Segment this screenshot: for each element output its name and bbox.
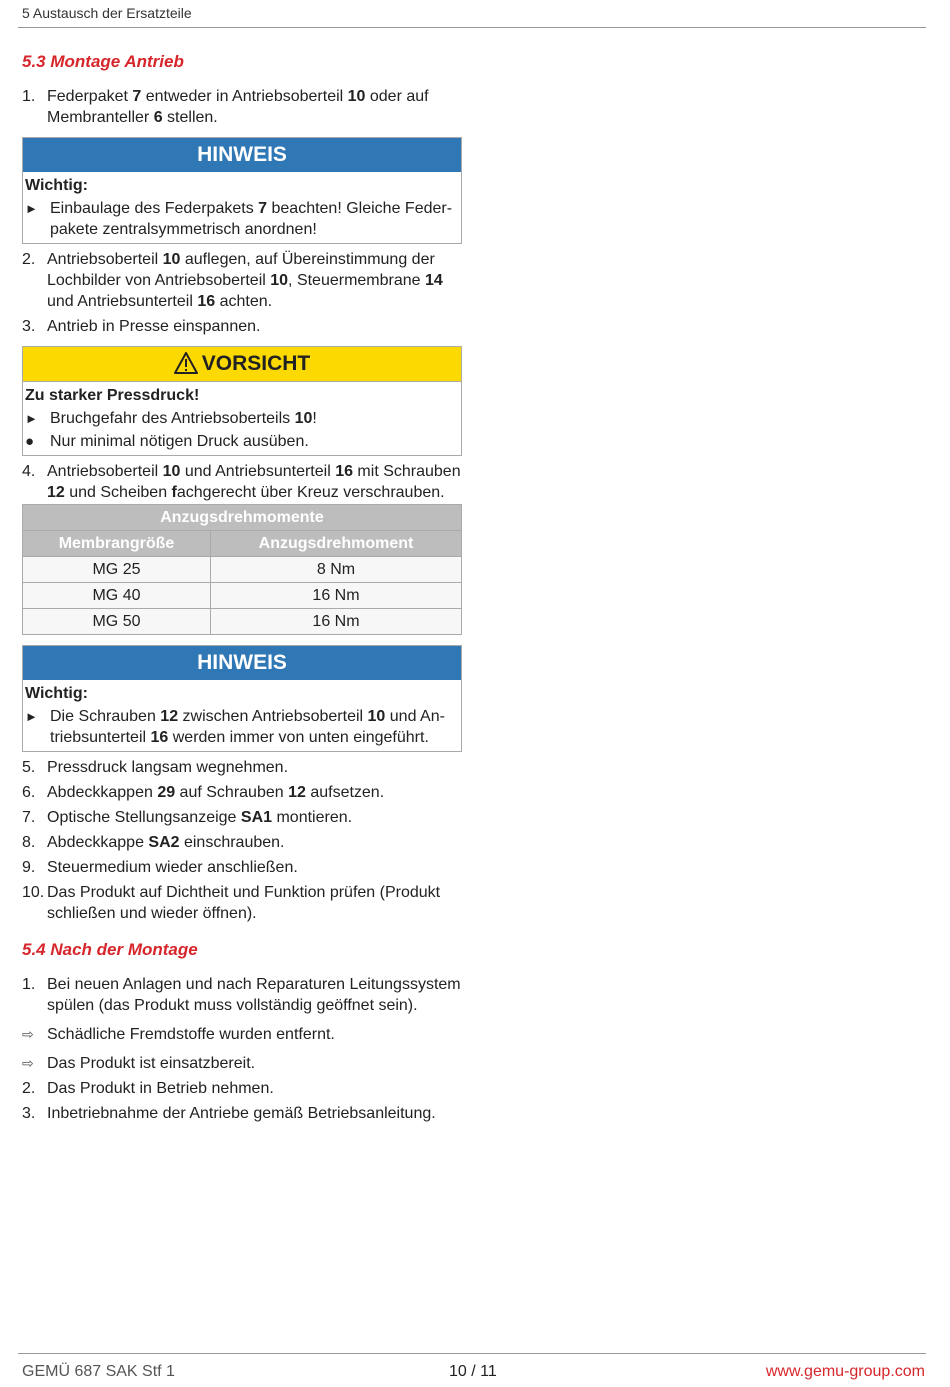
table-row (23, 583, 462, 609)
footer-divider (18, 1353, 926, 1354)
notice-item: ► Die Schrauben 12 zwischen Antriebsoberteil 10 und Antriebsunterteil 16 werden immer von unten eingeführt. (25, 708, 445, 746)
step-text: Abdeckkappe SA2 einschrauben. (47, 834, 285, 851)
table-row (23, 557, 462, 583)
result-text: Das Produkt ist einsatzbereit. (47, 1055, 256, 1072)
step-3 (22, 316, 462, 337)
step-text: Abdeckkappen 29 auf Schrauben 12 aufsetzen. (47, 784, 385, 801)
step-number: 8. (22, 834, 36, 851)
step-number: 3. (22, 1105, 36, 1122)
step-4 (22, 461, 462, 503)
step-number: 1. (22, 88, 36, 105)
warning-triangle-icon (174, 352, 198, 374)
step-1 (22, 974, 462, 1016)
header-divider (18, 27, 926, 28)
step-number: 9. (22, 859, 36, 876)
running-header: 5 Austausch der Ersatzteile (22, 5, 192, 21)
caution-box (22, 346, 462, 456)
step-2 (22, 249, 462, 312)
step-3 (22, 1103, 462, 1124)
step-5 (22, 757, 462, 778)
table-cell-size: MG 40 (23, 583, 211, 609)
step-number: 5. (22, 759, 36, 776)
step-number: 2. (22, 251, 36, 268)
step-1 (22, 86, 462, 128)
dot-bullet-icon: ● (25, 433, 35, 450)
notice-title: Wichtig: (25, 685, 88, 702)
step-number: 1. (22, 976, 36, 993)
step-7 (22, 807, 462, 828)
table-cell-size: MG 25 (23, 557, 211, 583)
column-header-size: Membrangröße (23, 531, 211, 557)
step-9 (22, 857, 462, 878)
caution-item: ► Bruchgefahr des Antriebsoberteils 10! (25, 410, 317, 427)
step-text: Das Produkt auf Dichtheit und Funktion prüfen (Produkt schließen und wieder öffnen). (47, 884, 441, 922)
notice-heading: HINWEIS (23, 646, 461, 680)
step-text: Federpaket 7 entweder in Antriebsoberteil 10 oder auf Membranteller 6 stellen. (47, 88, 429, 126)
arrow-bullet-icon: ► (25, 201, 38, 216)
caution-heading: VORSICHT (23, 347, 461, 382)
footer-product: GEMÜ 687 SAK Stf 1 (22, 1363, 175, 1380)
result-item (22, 1024, 462, 1045)
arrow-bullet-icon: ► (25, 411, 38, 426)
step-text: Optische Stellungsanzeige SA1 montieren. (47, 809, 353, 826)
result-item (22, 1053, 462, 1074)
notice-title: Wichtig: (25, 177, 88, 194)
step-number: 4. (22, 463, 36, 480)
step-number: 10. (22, 884, 45, 901)
caution-title: Zu starker Pressdruck! (25, 387, 200, 404)
step-number: 7. (22, 809, 36, 826)
step-text: Antriebsoberteil 10 und Antriebsunterteil 16 mit Schrauben 12 und Scheiben fachgerecht über Kreuz verschrauben. (47, 463, 461, 501)
step-number: 2. (22, 1080, 36, 1097)
step-text: Antrieb in Presse einspannen. (47, 318, 261, 335)
step-2 (22, 1078, 462, 1099)
table-cell-torque: 8 Nm (210, 557, 461, 583)
step-text: Antriebsoberteil 10 auflegen, auf Übereinstimmung der Lochbilder von Antriebsoberteil 10, Steuermembrane 14 und Antriebsunterteil 16 achten. (47, 251, 443, 310)
step-text: Bei neuen Anlagen und nach Reparaturen Leitungssystem spülen (das Produkt muss vollständig geöffnet sein). (47, 976, 461, 1014)
notice-box-1 (22, 137, 462, 244)
table-cell-size: MG 50 (23, 609, 211, 635)
page-number: 10 / 11 (449, 1363, 497, 1380)
step-text: Das Produkt in Betrieb nehmen. (47, 1080, 274, 1097)
torque-table (22, 504, 462, 635)
step-10 (22, 882, 462, 924)
table-title: Anzugsdrehmomente (23, 505, 462, 531)
section-title-5-3: 5.3 Montage Antrieb (22, 52, 184, 71)
table-row (23, 609, 462, 635)
section-title-5-4: 5.4 Nach der Montage (22, 940, 198, 959)
step-text: Pressdruck langsam wegnehmen. (47, 759, 289, 776)
step-number: 3. (22, 318, 36, 335)
result-arrow-icon: ⇨ (22, 1026, 34, 1042)
notice-box-2 (22, 645, 462, 752)
column-header-torque: Anzugsdrehmoment (210, 531, 461, 557)
step-8 (22, 832, 462, 853)
arrow-bullet-icon: ► (25, 709, 38, 724)
caution-item: ● Nur minimal nötigen Druck ausüben. (25, 433, 309, 450)
step-6 (22, 782, 462, 803)
step-number: 6. (22, 784, 36, 801)
step-text: Steuermedium wieder anschließen. (47, 859, 298, 876)
notice-item: ► Einbaulage des Federpakets 7 beachten! Gleiche Federpakete zentralsymmetrisch anordnen! (25, 200, 453, 238)
result-text: Schädliche Fremdstoffe wurden entfernt. (47, 1026, 335, 1043)
table-cell-torque: 16 Nm (210, 609, 461, 635)
table-cell-torque: 16 Nm (210, 583, 461, 609)
page-content (22, 50, 462, 1124)
step-text: Inbetriebnahme der Antriebe gemäß Betriebsanleitung. (47, 1105, 436, 1122)
footer-url-link[interactable]: www.gemu-group.com (765, 1363, 925, 1380)
notice-heading: HINWEIS (23, 138, 461, 172)
result-arrow-icon: ⇨ (22, 1055, 34, 1071)
